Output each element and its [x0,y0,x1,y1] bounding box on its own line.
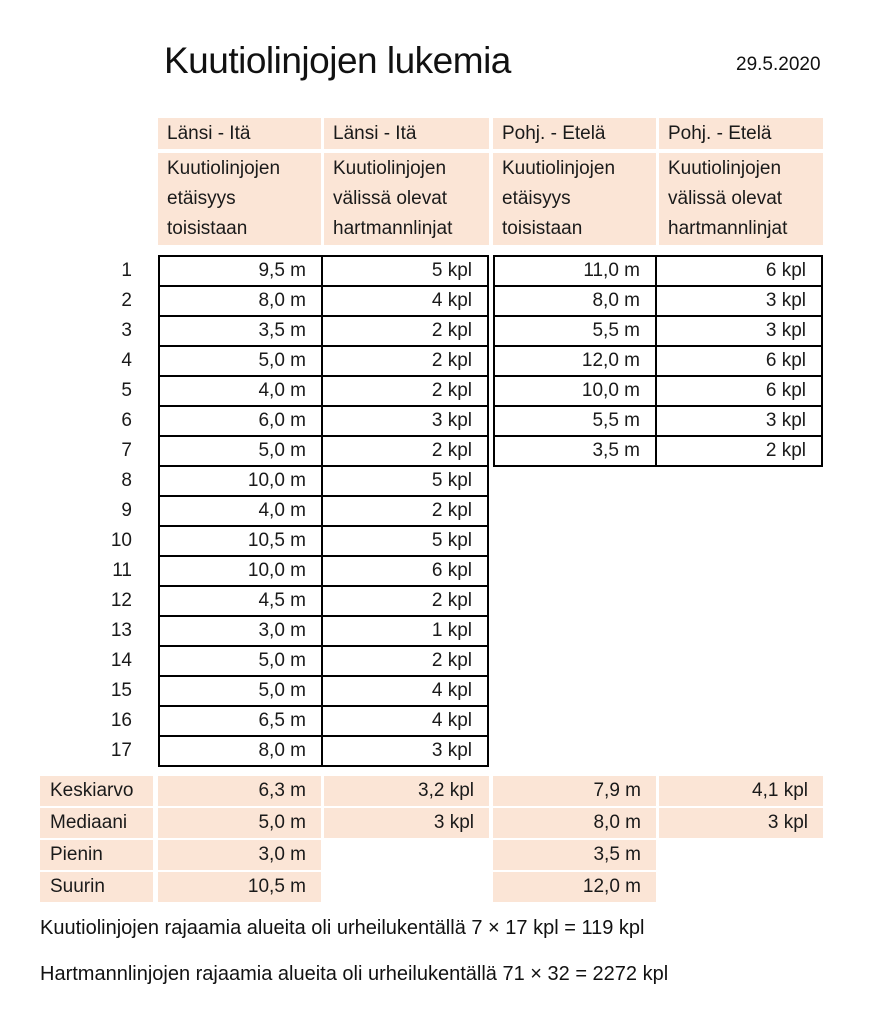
value-cell: 6 kpl [655,345,823,377]
summary-value [659,872,823,902]
value-cell: 6,0 m [158,405,323,437]
data-table [40,118,830,902]
group-header-cell: Pohj. - Etelä [493,118,656,149]
summary-value: 3,0 m [158,840,321,870]
value-cell: 8,0 m [493,285,657,317]
row-number: 7 [121,440,132,461]
column-header-cell: Kuutiolinjojen välissä olevat hartmannlinjat [324,153,489,245]
summary-row [40,776,830,806]
table-row [40,525,830,557]
value-cell: 2 kpl [321,435,489,467]
table-row [40,735,830,767]
value-cell [655,585,823,617]
table-row [40,465,830,497]
value-cell [655,675,823,707]
table-row [40,285,830,317]
value-cell [493,615,657,647]
summary-gap [40,767,830,776]
summary-value: 12,0 m [493,872,656,902]
group-header-cell: Länsi - Itä [324,118,489,149]
value-cell: 6 kpl [321,555,489,587]
row-label-spacer [40,153,153,245]
value-cell [493,525,657,557]
value-cell [655,645,823,677]
value-cell: 4 kpl [321,705,489,737]
value-cell [493,585,657,617]
summary-row [40,872,830,902]
summary-label: Pienin [40,840,153,870]
value-cell: 3,0 m [158,615,323,647]
summary-value: 4,1 kpl [659,776,823,806]
value-cell: 5,5 m [493,315,657,347]
value-cell: 4,0 m [158,495,323,527]
table-row [40,585,830,617]
value-cell: 6 kpl [655,255,823,287]
summary-value: 3,2 kpl [324,776,489,806]
row-number: 10 [110,530,132,551]
row-number: 17 [110,740,132,761]
value-cell: 2 kpl [321,375,489,407]
column-header-cell: Kuutiolinjojen etäisyys toisistaan [158,153,321,245]
summary-value: 6,3 m [158,776,321,806]
value-cell [655,735,823,767]
value-cell [493,465,657,497]
value-cell [655,495,823,527]
table-row [40,375,830,407]
value-cell: 5,0 m [158,435,323,467]
value-cell: 4 kpl [321,675,489,707]
value-cell [493,735,657,767]
value-cell: 5,0 m [158,345,323,377]
row-number: 14 [110,650,132,671]
summary-value: 5,0 m [158,808,321,838]
value-cell: 2 kpl [321,645,489,677]
summary-value [324,840,489,870]
table-row [40,495,830,527]
summary-label: Keskiarvo [40,776,153,806]
group-header-cell: Länsi - Itä [158,118,321,149]
row-number: 15 [110,680,132,701]
value-cell: 4 kpl [321,285,489,317]
value-cell: 2 kpl [321,315,489,347]
summary-value [324,872,489,902]
row-label-spacer [40,118,153,149]
table-row [40,315,830,347]
value-cell: 8,0 m [158,285,323,317]
column-header-row [40,153,830,245]
date-label: 29.5.2020 [736,54,821,75]
row-number: 8 [121,470,132,491]
value-cell: 11,0 m [493,255,657,287]
group-header-row [40,118,830,149]
summary-label: Mediaani [40,808,153,838]
value-cell [655,615,823,647]
value-cell: 10,0 m [158,555,323,587]
value-cell: 10,0 m [493,375,657,407]
value-cell: 5,5 m [493,405,657,437]
footnotes [40,916,840,1008]
table-row [40,255,830,287]
value-cell [655,555,823,587]
footnote-kuutiolinjat: Kuutiolinjojen rajaamia alueita oli urheilukentällä 7 × 17 kpl = 119 kpl [40,917,645,939]
column-header-cell: Kuutiolinjojen etäisyys toisistaan [493,153,656,245]
value-cell: 10,5 m [158,525,323,557]
value-cell: 2 kpl [321,345,489,377]
value-cell: 5 kpl [321,525,489,557]
summary-value: 3 kpl [659,808,823,838]
value-cell: 5 kpl [321,255,489,287]
summary-value: 8,0 m [493,808,656,838]
table-row [40,405,830,437]
table-row [40,345,830,377]
value-cell: 5,0 m [158,675,323,707]
row-number: 12 [110,590,132,611]
table-row [40,645,830,677]
group-header-cell: Pohj. - Etelä [659,118,823,149]
summary-value: 3 kpl [324,808,489,838]
table-row [40,615,830,647]
value-cell [493,705,657,737]
row-number: 11 [112,560,132,581]
table-row [40,675,830,707]
value-cell [493,675,657,707]
value-cell: 3 kpl [655,315,823,347]
value-cell [493,495,657,527]
table-row [40,435,830,467]
value-cell: 3 kpl [655,405,823,437]
row-number: 9 [121,500,132,521]
row-number: 6 [121,410,132,431]
table-row [40,555,830,587]
row-number: 1 [121,260,132,281]
value-cell: 1 kpl [321,615,489,647]
value-cell [655,465,823,497]
summary-value [659,840,823,870]
table-row [40,705,830,737]
value-cell: 3,5 m [158,315,323,347]
value-cell: 3 kpl [321,735,489,767]
value-cell: 2 kpl [321,495,489,527]
value-cell: 5,0 m [158,645,323,677]
value-cell [493,555,657,587]
summary-row [40,840,830,870]
value-cell: 10,0 m [158,465,323,497]
summary-row [40,808,830,838]
value-cell: 2 kpl [655,435,823,467]
row-number: 2 [121,290,132,311]
column-header-cell: Kuutiolinjojen välissä olevat hartmannlinjat [659,153,823,245]
row-number: 4 [121,350,132,371]
value-cell: 4,5 m [158,585,323,617]
summary-label: Suurin [40,872,153,902]
value-cell: 12,0 m [493,345,657,377]
value-cell: 3,5 m [493,435,657,467]
value-cell: 5 kpl [321,465,489,497]
row-number: 16 [110,710,132,731]
value-cell: 6 kpl [655,375,823,407]
value-cell: 6,5 m [158,705,323,737]
value-cell: 3 kpl [655,285,823,317]
summary-value: 10,5 m [158,872,321,902]
row-number: 13 [110,620,132,641]
value-cell: 4,0 m [158,375,323,407]
row-number: 5 [121,380,132,401]
page-title: Kuutiolinjojen lukemia [164,40,511,81]
value-cell [493,645,657,677]
value-cell [655,525,823,557]
value-cell: 9,5 m [158,255,323,287]
summary-value: 3,5 m [493,840,656,870]
value-cell [655,705,823,737]
row-number: 3 [121,320,132,341]
value-cell: 3 kpl [321,405,489,437]
summary-value: 7,9 m [493,776,656,806]
value-cell: 2 kpl [321,585,489,617]
value-cell: 8,0 m [158,735,323,767]
footnote-hartmannlinjat: Hartmannlinjojen rajaamia alueita oli urheilukentällä 71 × 32 = 2272 kpl [40,963,669,985]
